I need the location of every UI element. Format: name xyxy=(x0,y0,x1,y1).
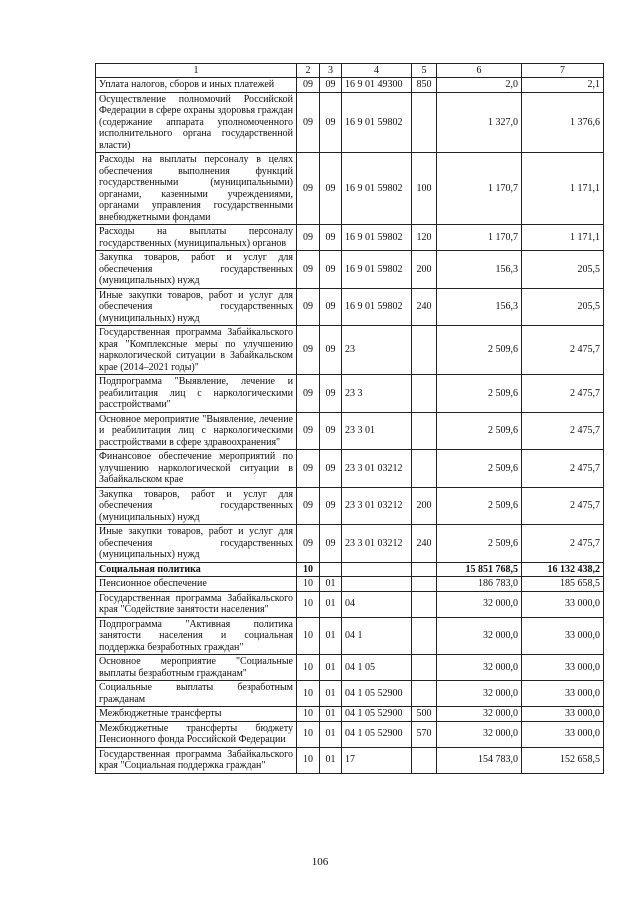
row-amount-col6-cell: 1 170,7 xyxy=(437,225,522,251)
row-expense-type-cell xyxy=(412,375,437,413)
row-section-cell: 09 xyxy=(297,251,320,289)
table-row xyxy=(96,707,604,722)
row-expense-type-cell xyxy=(412,450,437,488)
row-subsection-cell: 09 xyxy=(320,487,342,525)
row-section-cell: 09 xyxy=(297,326,320,375)
row-subsection-cell: 09 xyxy=(320,78,342,93)
row-name-cell: Межбюджетные трансферты бюджету Пенсионного фонда Российской Федерации xyxy=(96,721,297,747)
row-target-code-cell: 04 1 05 52900 xyxy=(342,707,412,722)
row-amount-col6-cell: 2 509,6 xyxy=(437,375,522,413)
row-target-code-cell: 23 3 xyxy=(342,375,412,413)
table-row xyxy=(96,153,604,225)
row-name-cell: Закупка товаров, работ и услуг для обеспечения государственных (муниципальных) нужд xyxy=(96,251,297,289)
row-amount-col7-cell: 1 376,6 xyxy=(522,92,604,153)
header-row xyxy=(96,64,604,78)
row-section-cell: 09 xyxy=(297,375,320,413)
row-expense-type-cell xyxy=(412,655,437,681)
row-subsection-cell: 09 xyxy=(320,225,342,251)
row-amount-col6-cell: 32 000,0 xyxy=(437,721,522,747)
table-row xyxy=(96,655,604,681)
row-amount-col6-cell: 1 327,0 xyxy=(437,92,522,153)
row-name-cell: Подпрограмма "Выявление, лечение и реабилитация лиц с наркологическими расстройствами" xyxy=(96,375,297,413)
row-subsection-cell: 01 xyxy=(320,577,342,592)
table-row xyxy=(96,326,604,375)
row-expense-type-cell: 120 xyxy=(412,225,437,251)
row-target-code-cell: 23 3 01 xyxy=(342,412,412,450)
row-subsection-cell: 01 xyxy=(320,655,342,681)
table-row xyxy=(96,487,604,525)
row-subsection-cell: 09 xyxy=(320,288,342,326)
row-name-cell: Осуществление полномочий Российской Федерации в сфере охраны здоровья граждан (содержание аппарата уполномоченного исполнительного органа государственной власти) xyxy=(96,92,297,153)
row-target-code-cell: 16 9 01 49300 xyxy=(342,78,412,93)
row-name-cell: Пенсионное обеспечение xyxy=(96,577,297,592)
table-row xyxy=(96,92,604,153)
row-expense-type-cell: 200 xyxy=(412,251,437,289)
header-col-5: 5 xyxy=(412,64,437,78)
row-amount-col6-cell: 2 509,6 xyxy=(437,326,522,375)
row-amount-col7-cell: 2,1 xyxy=(522,78,604,93)
row-section-cell: 10 xyxy=(297,562,320,577)
row-target-code-cell: 17 xyxy=(342,747,412,773)
row-name-cell: Подпрограмма "Активная политика занятости населения и социальная поддержка безработных граждан" xyxy=(96,617,297,655)
row-name-cell: Межбюджетные трансферты xyxy=(96,707,297,722)
row-subsection-cell: 09 xyxy=(320,525,342,563)
row-amount-col6-cell: 2,0 xyxy=(437,78,522,93)
row-target-code-cell: 16 9 01 59802 xyxy=(342,251,412,289)
row-amount-col6-cell: 32 000,0 xyxy=(437,591,522,617)
row-section-cell: 09 xyxy=(297,288,320,326)
row-amount-col7-cell: 2 475,7 xyxy=(522,487,604,525)
row-subsection-cell: 01 xyxy=(320,681,342,707)
row-amount-col6-cell: 186 783,0 xyxy=(437,577,522,592)
row-section-cell: 10 xyxy=(297,577,320,592)
row-amount-col7-cell: 1 171,1 xyxy=(522,225,604,251)
table-row xyxy=(96,251,604,289)
row-expense-type-cell xyxy=(412,617,437,655)
row-expense-type-cell xyxy=(412,562,437,577)
table-row xyxy=(96,721,604,747)
table-row xyxy=(96,617,604,655)
row-section-cell: 09 xyxy=(297,92,320,153)
budget-table xyxy=(95,63,604,774)
row-target-code-cell: 23 3 01 03212 xyxy=(342,525,412,563)
row-amount-col7-cell: 2 475,7 xyxy=(522,450,604,488)
row-target-code-cell: 16 9 01 59802 xyxy=(342,92,412,153)
row-name-cell: Расходы на выплаты персоналу в целях обеспечения выполнения функций государственными (муниципальными) органами, казенными учреждениями, органами управления государственными внебюджетными фондами xyxy=(96,153,297,225)
table-row xyxy=(96,288,604,326)
table-row xyxy=(96,747,604,773)
row-target-code-cell: 23 xyxy=(342,326,412,375)
row-section-cell: 10 xyxy=(297,681,320,707)
row-amount-col6-cell: 154 783,0 xyxy=(437,747,522,773)
table-row xyxy=(96,450,604,488)
row-subsection-cell: 09 xyxy=(320,375,342,413)
table-row xyxy=(96,591,604,617)
row-section-cell: 10 xyxy=(297,617,320,655)
row-subsection-cell: 01 xyxy=(320,721,342,747)
row-expense-type-cell xyxy=(412,681,437,707)
row-expense-type-cell: 500 xyxy=(412,707,437,722)
row-section-cell: 10 xyxy=(297,721,320,747)
row-amount-col6-cell: 15 851 768,5 xyxy=(437,562,522,577)
row-name-cell: Государственная программа Забайкальского края "Содействие занятости населения" xyxy=(96,591,297,617)
row-subsection-cell: 01 xyxy=(320,617,342,655)
row-section-cell: 09 xyxy=(297,225,320,251)
row-amount-col6-cell: 2 509,6 xyxy=(437,450,522,488)
row-target-code-cell: 16 9 01 59802 xyxy=(342,288,412,326)
row-amount-col7-cell: 33 000,0 xyxy=(522,681,604,707)
row-target-code-cell: 04 1 05 xyxy=(342,655,412,681)
table-row xyxy=(96,412,604,450)
row-target-code-cell: 04 1 xyxy=(342,617,412,655)
row-amount-col7-cell: 1 171,1 xyxy=(522,153,604,225)
row-expense-type-cell xyxy=(412,591,437,617)
row-expense-type-cell xyxy=(412,92,437,153)
row-subsection-cell: 09 xyxy=(320,251,342,289)
row-amount-col7-cell: 33 000,0 xyxy=(522,721,604,747)
table-row xyxy=(96,562,604,577)
row-amount-col6-cell: 156,3 xyxy=(437,251,522,289)
row-name-cell: Расходы на выплаты персоналу государственных (муниципальных) органов xyxy=(96,225,297,251)
row-amount-col7-cell: 33 000,0 xyxy=(522,617,604,655)
row-section-cell: 10 xyxy=(297,707,320,722)
row-subsection-cell: 09 xyxy=(320,450,342,488)
row-amount-col7-cell: 205,5 xyxy=(522,288,604,326)
row-subsection-cell: 01 xyxy=(320,747,342,773)
row-section-cell: 09 xyxy=(297,525,320,563)
row-target-code-cell: 04 1 05 52900 xyxy=(342,681,412,707)
row-name-cell: Социальная политика xyxy=(96,562,297,577)
row-amount-col6-cell: 2 509,6 xyxy=(437,525,522,563)
header-col-1: 1 xyxy=(96,64,297,78)
row-subsection-cell: 09 xyxy=(320,92,342,153)
row-amount-col7-cell: 2 475,7 xyxy=(522,326,604,375)
row-amount-col7-cell: 152 658,5 xyxy=(522,747,604,773)
row-name-cell: Основное мероприятие "Социальные выплаты безработным гражданам" xyxy=(96,655,297,681)
row-subsection-cell xyxy=(320,562,342,577)
row-target-code-cell xyxy=(342,577,412,592)
row-amount-col7-cell: 16 132 438,2 xyxy=(522,562,604,577)
row-amount-col6-cell: 156,3 xyxy=(437,288,522,326)
row-name-cell: Финансовое обеспечение мероприятий по улучшению наркологической ситуации в Забайкальском крае xyxy=(96,450,297,488)
table-row xyxy=(96,525,604,563)
row-expense-type-cell: 100 xyxy=(412,153,437,225)
row-target-code-cell: 16 9 01 59802 xyxy=(342,225,412,251)
header-col-6: 6 xyxy=(437,64,522,78)
row-name-cell: Социальные выплаты безработным гражданам xyxy=(96,681,297,707)
row-section-cell: 09 xyxy=(297,412,320,450)
row-amount-col7-cell: 2 475,7 xyxy=(522,412,604,450)
row-target-code-cell: 16 9 01 59802 xyxy=(342,153,412,225)
row-name-cell: Закупка товаров, работ и услуг для обеспечения государственных (муниципальных) нужд xyxy=(96,487,297,525)
row-name-cell: Иные закупки товаров, работ и услуг для обеспечения государственных (муниципальных) нужд xyxy=(96,525,297,563)
table-row xyxy=(96,681,604,707)
row-amount-col6-cell: 32 000,0 xyxy=(437,655,522,681)
table-header xyxy=(96,64,604,78)
row-amount-col7-cell: 185 658,5 xyxy=(522,577,604,592)
row-name-cell: Уплата налогов, сборов и иных платежей xyxy=(96,78,297,93)
table-body xyxy=(96,78,604,774)
row-section-cell: 10 xyxy=(297,747,320,773)
row-expense-type-cell xyxy=(412,326,437,375)
row-name-cell: Иные закупки товаров, работ и услуг для обеспечения государственных (муниципальных) нужд xyxy=(96,288,297,326)
row-target-code-cell: 04 1 05 52900 xyxy=(342,721,412,747)
row-subsection-cell: 09 xyxy=(320,326,342,375)
table-row xyxy=(96,225,604,251)
row-section-cell: 10 xyxy=(297,655,320,681)
row-section-cell: 10 xyxy=(297,591,320,617)
row-name-cell: Государственная программа Забайкальского края "Социальная поддержка граждан" xyxy=(96,747,297,773)
page-number: 106 xyxy=(311,856,329,868)
row-amount-col6-cell: 32 000,0 xyxy=(437,617,522,655)
row-amount-col7-cell: 33 000,0 xyxy=(522,655,604,681)
table-row xyxy=(96,577,604,592)
row-section-cell: 09 xyxy=(297,487,320,525)
header-col-7: 7 xyxy=(522,64,604,78)
row-amount-col7-cell: 33 000,0 xyxy=(522,707,604,722)
row-section-cell: 09 xyxy=(297,153,320,225)
row-amount-col6-cell: 2 509,6 xyxy=(437,487,522,525)
header-col-3: 3 xyxy=(320,64,342,78)
row-name-cell: Государственная программа Забайкальского края "Комплексные меры по улучшению наркологической ситуации в Забайкальском крае (2014–2021 годы)" xyxy=(96,326,297,375)
row-subsection-cell: 01 xyxy=(320,591,342,617)
row-amount-col7-cell: 2 475,7 xyxy=(522,375,604,413)
row-amount-col6-cell: 32 000,0 xyxy=(437,681,522,707)
row-expense-type-cell: 240 xyxy=(412,288,437,326)
row-expense-type-cell: 570 xyxy=(412,721,437,747)
row-amount-col6-cell: 32 000,0 xyxy=(437,707,522,722)
row-amount-col6-cell: 1 170,7 xyxy=(437,153,522,225)
row-amount-col7-cell: 2 475,7 xyxy=(522,525,604,563)
row-name-cell: Основное мероприятие "Выявление, лечение и реабилитация лиц с наркологическими расстройствами в сфере здравоохранения" xyxy=(96,412,297,450)
table-row xyxy=(96,78,604,93)
row-amount-col7-cell: 33 000,0 xyxy=(522,591,604,617)
row-expense-type-cell: 850 xyxy=(412,78,437,93)
row-expense-type-cell xyxy=(412,747,437,773)
table-row xyxy=(96,375,604,413)
row-section-cell: 09 xyxy=(297,78,320,93)
row-expense-type-cell: 240 xyxy=(412,525,437,563)
row-subsection-cell: 09 xyxy=(320,412,342,450)
row-target-code-cell: 23 3 01 03212 xyxy=(342,487,412,525)
row-subsection-cell: 09 xyxy=(320,153,342,225)
row-target-code-cell: 23 3 01 03212 xyxy=(342,450,412,488)
row-expense-type-cell xyxy=(412,577,437,592)
row-subsection-cell: 01 xyxy=(320,707,342,722)
row-section-cell: 09 xyxy=(297,450,320,488)
row-target-code-cell: 04 xyxy=(342,591,412,617)
row-expense-type-cell: 200 xyxy=(412,487,437,525)
header-col-2: 2 xyxy=(297,64,320,78)
row-expense-type-cell xyxy=(412,412,437,450)
row-amount-col7-cell: 205,5 xyxy=(522,251,604,289)
row-amount-col6-cell: 2 509,6 xyxy=(437,412,522,450)
row-target-code-cell xyxy=(342,562,412,577)
header-col-4: 4 xyxy=(342,64,412,78)
